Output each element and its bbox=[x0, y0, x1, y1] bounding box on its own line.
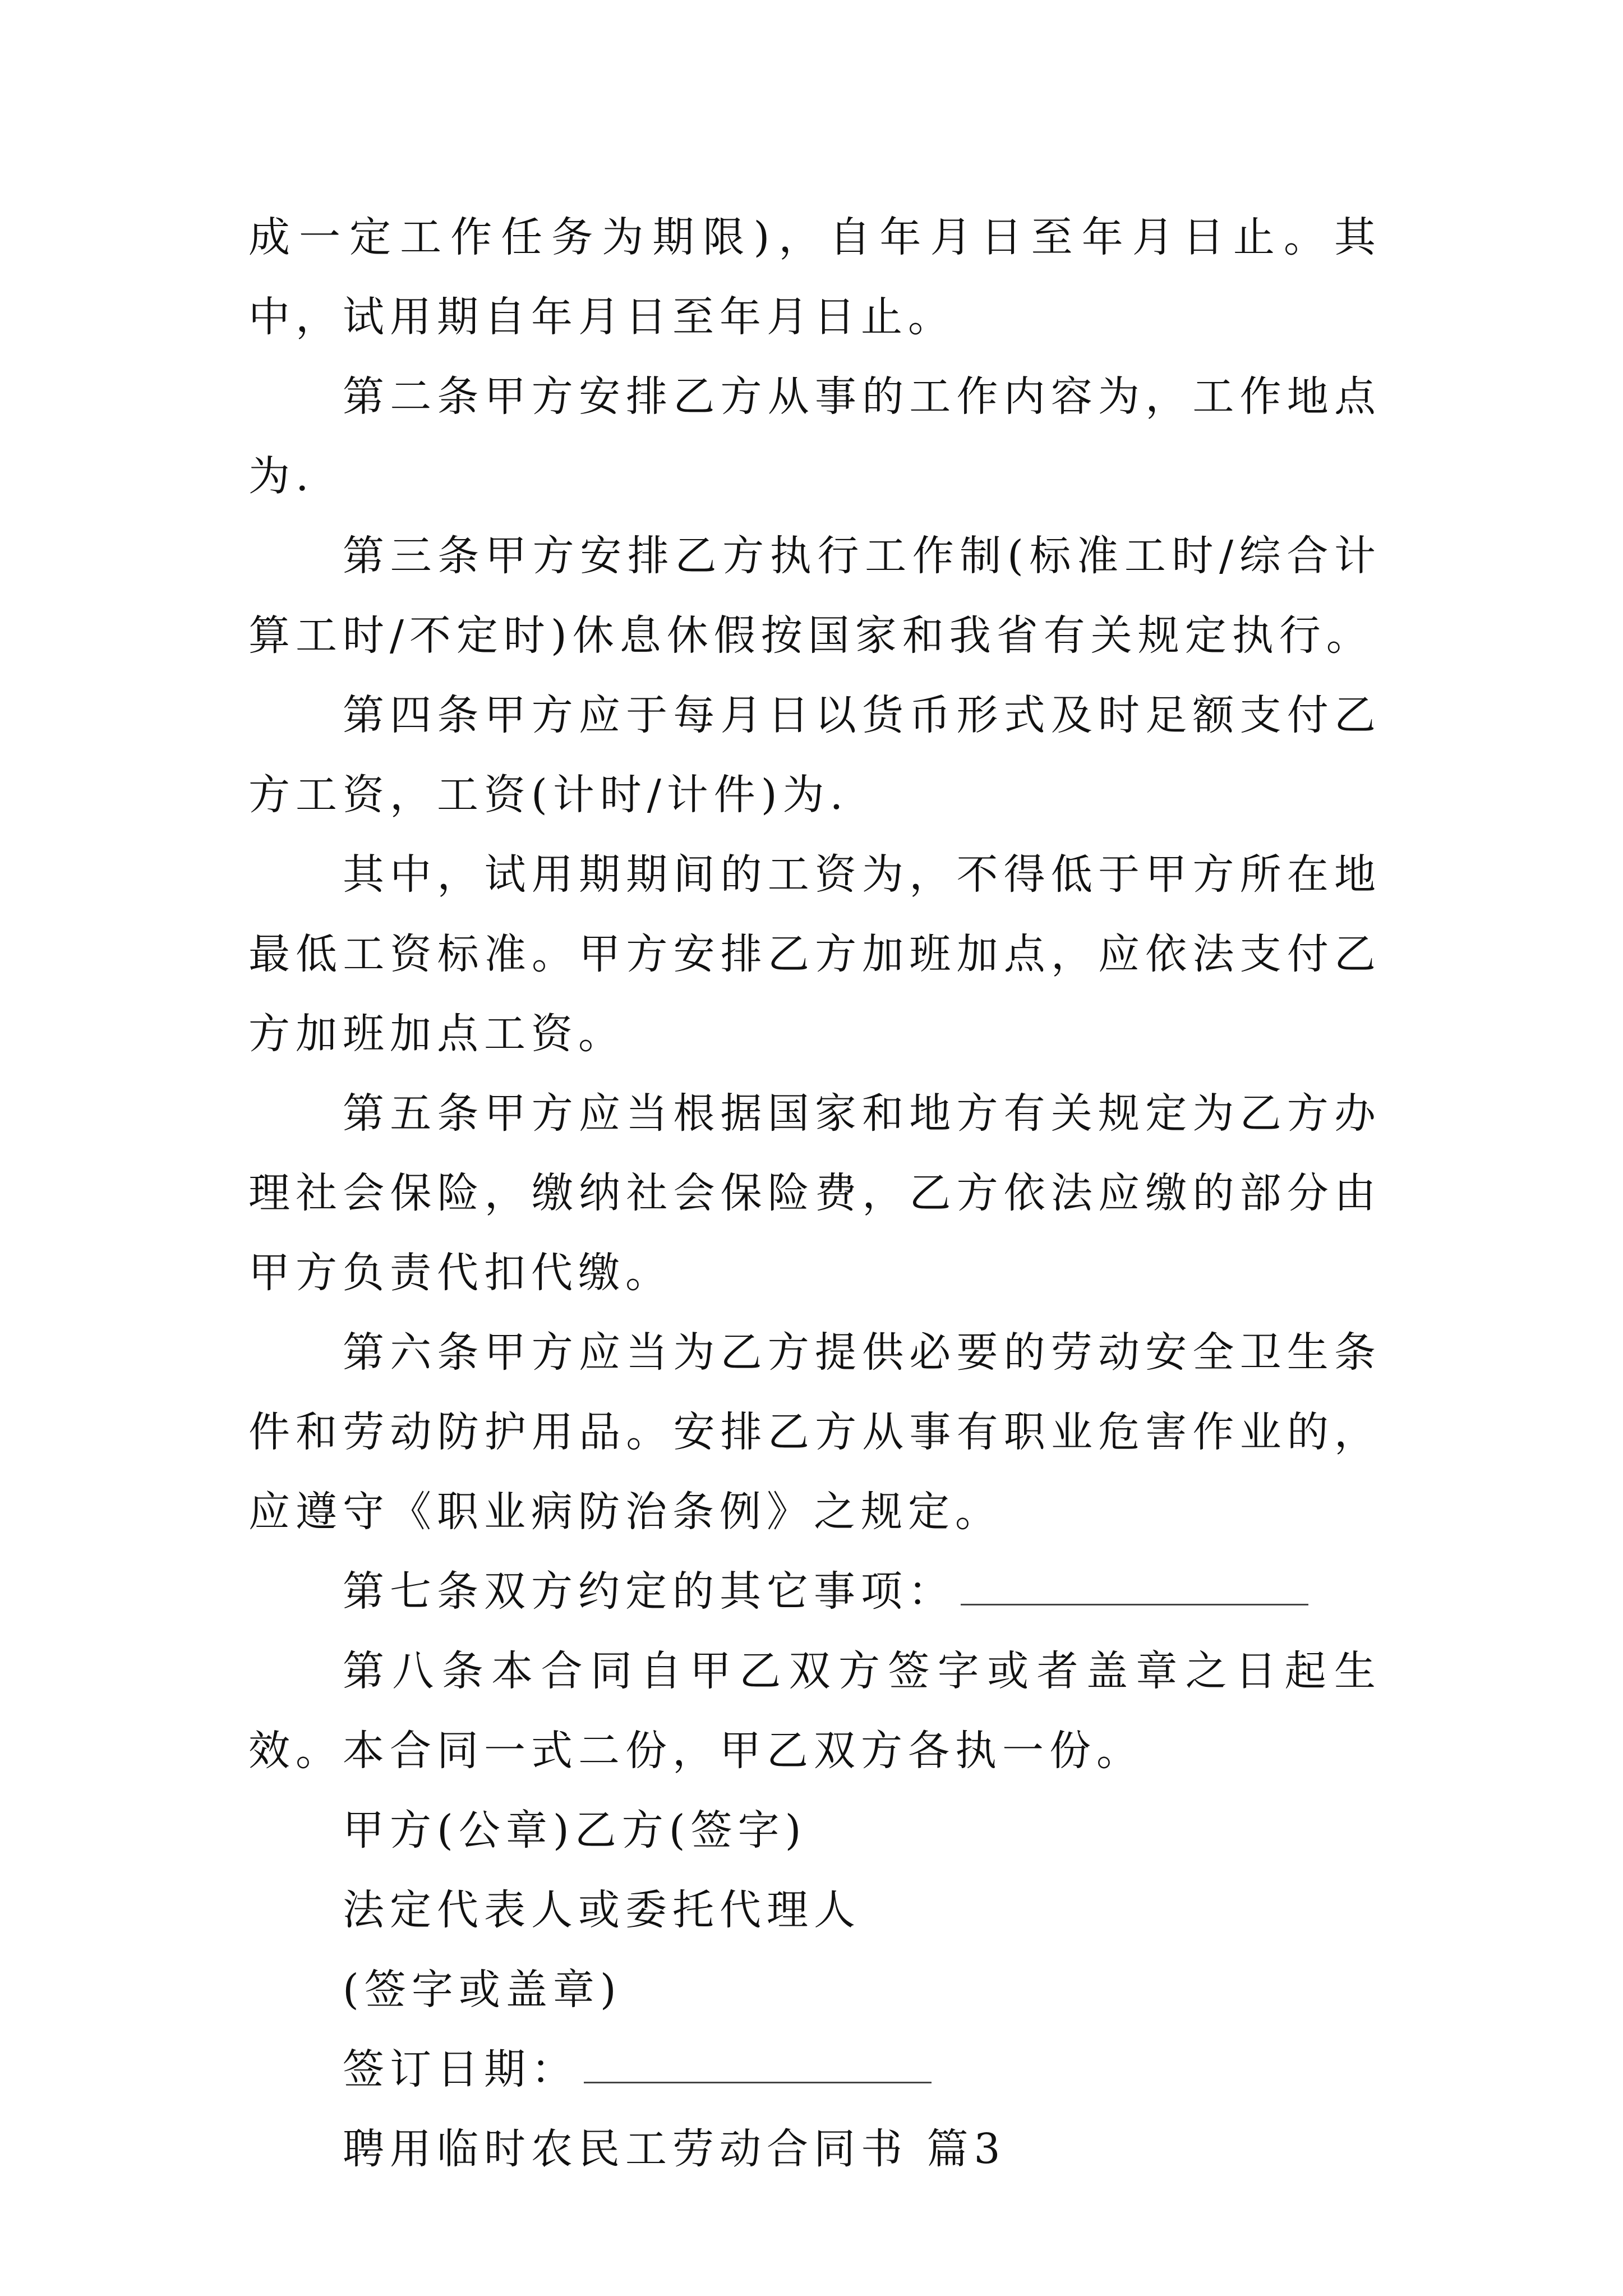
paragraph-article-3: 第三条甲方安排乙方执行工作制(标准工时/综合计算工时/不定时)休息休假按国家和我省有关规定执行。 bbox=[248, 532, 1381, 660]
paragraph-party-signatures: 甲方(公章)乙方(签字) bbox=[343, 1806, 807, 1855]
other-matters-blank-line bbox=[961, 1581, 1308, 1605]
paragraph-article-5: 第五条甲方应当根据国家和地方有关规定为乙方办理社会保险，缴纳社会保险费，乙方依法应缴的部分由甲方负责代扣代缴。 bbox=[248, 1089, 1381, 1297]
paragraph-sign-or-seal: (签字或盖章) bbox=[343, 1966, 622, 2014]
paragraph-next-section-title: 聘用临时农民工劳动合同书 篇3 bbox=[343, 2125, 1006, 2173]
paragraph-legal-representative: 法定代表人或委托代理人 bbox=[343, 1886, 861, 1934]
paragraph-article-7 bbox=[248, 1552, 1381, 1631]
document-body bbox=[248, 197, 1381, 2189]
signing-date-label: 签订日期： bbox=[343, 2045, 578, 2093]
paragraph-article-8: 第八条本合同自甲乙双方签字或者盖章之日起生效。本合同一式二份，甲乙双方各执一份。 bbox=[248, 1647, 1381, 1775]
paragraph-article-4: 第四条甲方应于每月日以货币形式及时足额支付乙方工资，工资(计时/计件)为. bbox=[248, 691, 1381, 819]
paragraph-signing-date bbox=[248, 2030, 1381, 2109]
paragraph-article-2: 第二条甲方安排乙方从事的工作内容为，工作地点为. bbox=[248, 372, 1381, 500]
signing-date-blank-line bbox=[584, 2059, 932, 2083]
paragraph-article-6: 第六条甲方应当为乙方提供必要的劳动安全卫生条件和劳动防护用品。安排乙方从事有职业危害作业的，应遵守《职业病防治条例》之规定。 bbox=[248, 1328, 1381, 1536]
paragraph-probation-wage: 其中，试用期期间的工资为，不得低于甲方所在地最低工资标准。甲方安排乙方加班加点，应依法支付乙方加班加点工资。 bbox=[248, 850, 1381, 1058]
article-7-text: 第七条双方约定的其它事项： bbox=[343, 1567, 955, 1616]
paragraph-term-continuation: 成一定工作任务为期限)，自年月日至年月日止。其中，试用期自年月日至年月日止。 bbox=[248, 213, 1381, 341]
